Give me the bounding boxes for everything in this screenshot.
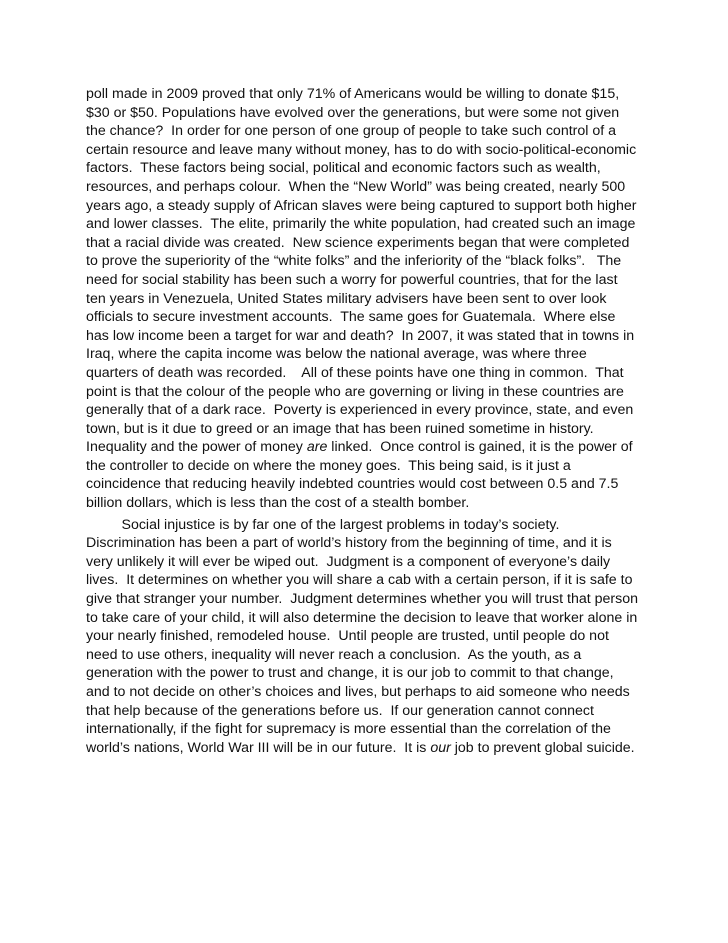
text-line: officials to secure investment accounts. The same goes for Guatemala. Where else bbox=[86, 309, 616, 326]
text-line: coincidence that reducing heavily indebted countries would cost between 0.5 and 7.5 bbox=[86, 476, 619, 493]
text-line: factors. These factors being social, political and economic factors such as wealth, bbox=[86, 160, 601, 177]
text-line: the controller to decide on where the money goes. This being said, is it just a bbox=[86, 457, 571, 474]
text-line: need for social stability has been such a worry for powerful countries, that for the last bbox=[86, 271, 618, 288]
text-line: need to use others, inequality will never reach a conclusion. As the youth, as a bbox=[86, 646, 582, 663]
text-line: town, but is it due to greed or an image that has been ruined sometime in history. bbox=[86, 420, 594, 437]
text-line: Iraq, where the capita income was below the national average, was where three bbox=[86, 346, 587, 363]
text-line: Discrimination has been a part of world’s history from the beginning of time, and it is bbox=[86, 535, 612, 552]
text-line: to prove the superiority of the “white folks” and the inferiority of the “black folks”. The bbox=[86, 253, 622, 270]
text-line: that help because of the generations before us. If our generation cannot connect bbox=[86, 702, 594, 719]
text-line: quarters of death was recorded. All of these points have one thing in common. That bbox=[86, 364, 624, 381]
text-line: point is that the colour of the people who are governing or living in these countries are bbox=[86, 383, 624, 400]
text-line: world’s nations, World War III will be in our future. It is our job to prevent global suicide. bbox=[86, 739, 635, 756]
emphasis-word: our bbox=[430, 739, 451, 756]
text-line: and to not decide on other’s choices and lives, but perhaps to aid someone who needs bbox=[86, 684, 630, 700]
emphasis-word: are bbox=[306, 439, 328, 456]
text-line: the chance? In order for one person of one group of people to take such control of a bbox=[86, 123, 617, 140]
paragraph-1 bbox=[86, 85, 666, 513]
text-line: your nearly finished, remodeled house. Until people are trusted, until people do not bbox=[86, 628, 609, 645]
text-line: that a racial divide was created. New science experiments began that were completed bbox=[86, 234, 630, 251]
text-line: Inequality and the power of money are linked. Once control is gained, it is the power of bbox=[86, 439, 633, 456]
text-line: generation with the power to trust and change, it is our job to commit to that change, bbox=[86, 665, 614, 682]
text-line: has low income been a target for war and death? In 2007, it was stated that in towns in bbox=[86, 327, 635, 344]
text-line: poll made in 2009 proved that only 71% of Americans would be willing to donate $15, bbox=[86, 86, 620, 102]
text-line: very unlikely it will ever be wiped out. Judgment is a component of everyone’s daily bbox=[86, 553, 611, 570]
text-line: generally that of a dark race. Poverty is experienced in every province, state, and even bbox=[86, 402, 634, 419]
text-line: billion dollars, which is less than the cost of a stealth bomber. bbox=[86, 495, 470, 512]
text-line: ten years in Venezuela, United States military advisers have been sent to over look bbox=[86, 290, 607, 307]
text-line: certain resource and leave many without money, has to do with socio-political-economic bbox=[86, 141, 637, 158]
text-line: Social injustice is by far one of the largest problems in today’s society. bbox=[86, 516, 560, 533]
text-line: $30 or $50. Populations have evolved over the generations, but were some not given bbox=[86, 104, 620, 121]
text-line: to take care of your child, it will also determine the decision to leave that worker alone in bbox=[86, 609, 638, 626]
text-line: and lower classes. The elite, primarily the white population, had created such an image bbox=[86, 216, 636, 233]
paragraph-2 bbox=[86, 516, 666, 758]
text-line: years ago, a steady supply of African slaves were being captured to support both higher bbox=[86, 197, 637, 214]
text-line: resources, and perhaps colour. When the “New World” was being created, nearly 500 bbox=[86, 178, 626, 195]
document-body bbox=[86, 85, 666, 757]
text-line: lives. It determines on whether you will share a cab with a certain person, if it is safe to bbox=[86, 572, 633, 589]
text-line: internationally, if the fight for supremacy is more essential than the correlation of the bbox=[86, 721, 611, 738]
text-line: give that stranger your number. Judgment determines whether you will trust that person bbox=[86, 591, 639, 608]
